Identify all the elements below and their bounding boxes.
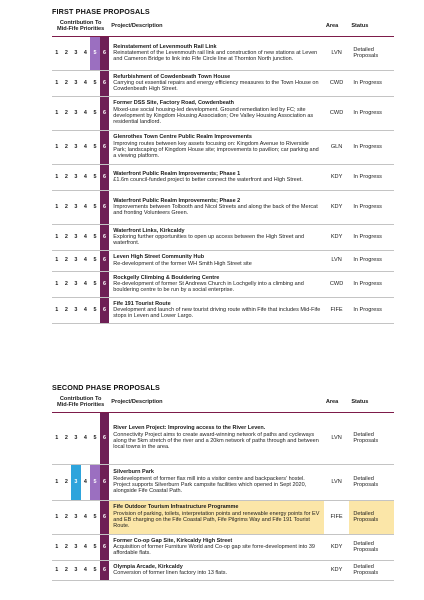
project-description: [109, 534, 324, 560]
priority-cell-3: 3: [71, 190, 81, 224]
status-cell: Detailed Proposals: [349, 36, 394, 70]
area-cell: LVN: [324, 250, 349, 271]
priority-cell-3: 3: [71, 464, 81, 500]
priority-cell-6: 6: [100, 96, 110, 130]
priority-cell-2: 2: [62, 464, 72, 500]
project-description: [109, 412, 324, 464]
project-header: Project/Description: [109, 393, 324, 412]
priority-cell-2: 2: [62, 36, 72, 70]
status-cell: In Progress: [349, 70, 394, 96]
area-cell: KDY: [324, 190, 349, 224]
priority-cell-6: 6: [100, 190, 110, 224]
project-description: [109, 560, 324, 580]
table-row: [52, 250, 394, 271]
priority-cell-1: 1: [52, 36, 62, 70]
project-description: [109, 36, 324, 70]
priority-cell-5: 5: [90, 500, 100, 534]
table-row: [52, 271, 394, 297]
priority-cell-1: 1: [52, 297, 62, 323]
area-header: Area: [324, 17, 349, 36]
project-text: Re-development of the former WH Smith High Street site: [113, 260, 252, 267]
priority-cell-2: 2: [62, 297, 72, 323]
project-title: Waterfront Public Realm Improvements; Phase 2: [113, 197, 241, 204]
table-row: [52, 412, 394, 464]
project-description: [109, 224, 324, 250]
priority-cell-6: 6: [100, 464, 110, 500]
project-title: Olympia Arcade, Kirkcaldy: [113, 563, 183, 570]
priority-cell-3: 3: [71, 164, 81, 190]
priority-cell-6: 6: [100, 500, 110, 534]
status-cell: Detailed Proposals: [349, 534, 394, 560]
area-cell: LVN: [324, 464, 349, 500]
project-description: [109, 130, 324, 164]
contribution-header: Contribution To Mid-Fife Priorities: [52, 393, 109, 412]
priority-cell-2: 2: [62, 560, 72, 580]
priority-cell-2: 2: [62, 130, 72, 164]
priority-cell-5: 5: [90, 96, 100, 130]
area-cell: LVN: [324, 36, 349, 70]
project-title: Waterfront Public Realm Improvements; Phase 1: [113, 170, 241, 177]
priority-cell-1: 1: [52, 500, 62, 534]
table-row: [52, 534, 394, 560]
priority-cell-5: 5: [90, 412, 100, 464]
project-description: [109, 250, 324, 271]
project-text: Reinstatement of the Levenmouth rail link and construction of new stations at Leven and Cameron Bridge to link into Fife Circle line at Thornton North junction.: [113, 49, 318, 63]
first-phase-table: [52, 17, 394, 324]
priority-cell-1: 1: [52, 464, 62, 500]
priority-cell-4: 4: [81, 36, 91, 70]
area-cell: KDY: [324, 560, 349, 580]
priority-cell-1: 1: [52, 96, 62, 130]
priority-cell-1: 1: [52, 534, 62, 560]
project-text: Improvements between Tolbooth and Nicol Streets and along the back of the Mercat and fronting Volunteers Green.: [113, 203, 318, 217]
status-cell: In Progress: [349, 164, 394, 190]
project-text: Provision of parking, toilets, interpretation points and renewable energy points for EV and EB charging on the Fife Coastal Path, Fife Pilgrims Way and Fife 191 Tourist Route.: [113, 510, 320, 530]
project-title: Former Co-op Gap Site, Kirkcaldy High Street: [113, 537, 233, 544]
project-text: £1.6m council-funded project to better connect the waterfront and High Street.: [113, 177, 303, 183]
priority-cell-3: 3: [71, 250, 81, 271]
priority-cell-2: 2: [62, 500, 72, 534]
priority-cell-2: 2: [62, 96, 72, 130]
area-cell: KDY: [324, 224, 349, 250]
status-cell: In Progress: [349, 224, 394, 250]
second-phase-title: SECOND PHASE PROPOSALS: [52, 383, 160, 392]
priority-cell-6: 6: [100, 164, 110, 190]
table-row: [52, 70, 394, 96]
priority-cell-1: 1: [52, 190, 62, 224]
status-cell: In Progress: [349, 96, 394, 130]
priority-cell-2: 2: [62, 224, 72, 250]
area-cell: CWD: [324, 70, 349, 96]
priority-cell-2: 2: [62, 412, 72, 464]
priority-cell-5: 5: [90, 464, 100, 500]
project-text: Improving routes between key assets focusing on: Kingdom Avenue to Riverside Park; landscaping of Kingdom House site; improvements to pavilion; car parking and a viewing platform.: [113, 140, 319, 160]
table-row: [52, 36, 394, 70]
project-description: [109, 500, 324, 534]
project-text: Redevelopment of former flax mill into a visitor centre and backpackers' hostel. Project supports Silverburn Park campsite facilities which opened in Sept 2020, alongside Fife Coastal Path.: [113, 475, 307, 495]
status-cell: In Progress: [349, 271, 394, 297]
priority-cell-4: 4: [81, 297, 91, 323]
priority-cell-3: 3: [71, 36, 81, 70]
table-row: [52, 500, 394, 534]
priority-cell-4: 4: [81, 70, 91, 96]
priority-cell-1: 1: [52, 271, 62, 297]
project-description: [109, 70, 324, 96]
priority-cell-3: 3: [71, 297, 81, 323]
priority-cell-2: 2: [62, 271, 72, 297]
priority-cell-6: 6: [100, 130, 110, 164]
priority-cell-5: 5: [90, 164, 100, 190]
table-row: [52, 464, 394, 500]
priority-cell-3: 3: [71, 224, 81, 250]
project-text: Development and launch of new tourist driving route within Fife that includes Mid-Fife stops in Leven and Lower Largo.: [113, 306, 321, 320]
priority-cell-6: 6: [100, 534, 110, 560]
status-cell: In Progress: [349, 130, 394, 164]
project-text: Conversion of former linen factory into 13 flats.: [113, 570, 228, 576]
priority-cell-5: 5: [90, 534, 100, 560]
table-row: [52, 560, 394, 580]
area-header: Area: [324, 393, 349, 412]
priority-cell-5: 5: [90, 560, 100, 580]
status-header: Status: [349, 393, 394, 412]
project-title: Leven High Street Community Hub: [113, 254, 205, 261]
priority-cell-4: 4: [81, 464, 91, 500]
table-row: [52, 224, 394, 250]
priority-cell-5: 5: [90, 36, 100, 70]
priority-cell-6: 6: [100, 297, 110, 323]
project-title: River Leven Project: Improving access to the River Leven.: [113, 425, 266, 432]
priority-cell-1: 1: [52, 560, 62, 580]
area-cell: LVN: [324, 412, 349, 464]
status-cell: In Progress: [349, 297, 394, 323]
priority-cell-5: 5: [90, 250, 100, 271]
priority-cell-3: 3: [71, 271, 81, 297]
priority-cell-1: 1: [52, 164, 62, 190]
priority-cell-5: 5: [90, 224, 100, 250]
priority-cell-4: 4: [81, 534, 91, 560]
priority-cell-5: 5: [90, 190, 100, 224]
table-row: [52, 190, 394, 224]
priority-cell-5: 5: [90, 130, 100, 164]
priority-cell-4: 4: [81, 271, 91, 297]
priority-cell-4: 4: [81, 164, 91, 190]
priority-cell-4: 4: [81, 190, 91, 224]
priority-cell-4: 4: [81, 412, 91, 464]
area-cell: CWD: [324, 96, 349, 130]
status-header: Status: [349, 17, 394, 36]
status-cell: Detailed Proposals: [349, 464, 394, 500]
priority-cell-1: 1: [52, 130, 62, 164]
project-description: [109, 96, 324, 130]
first-phase-title: FIRST PHASE PROPOSALS: [52, 7, 150, 16]
project-description: [109, 464, 324, 500]
priority-cell-6: 6: [100, 70, 110, 96]
project-text: Carrying out essential repairs and energy efficiency measures to the Town House on Cowdenbeath High Street.: [113, 79, 319, 93]
priority-cell-3: 3: [71, 96, 81, 130]
project-title: Rockgelly Climbing & Bouldering Centre: [113, 274, 220, 281]
area-cell: FIFE: [324, 297, 349, 323]
project-title: Former DSS Site, Factory Road, Cowdenbeath: [113, 100, 235, 107]
priority-cell-4: 4: [81, 96, 91, 130]
priority-cell-4: 4: [81, 130, 91, 164]
priority-cell-2: 2: [62, 190, 72, 224]
priority-cell-6: 6: [100, 224, 110, 250]
priority-cell-1: 1: [52, 70, 62, 96]
priority-cell-2: 2: [62, 164, 72, 190]
area-cell: KDY: [324, 534, 349, 560]
second-phase-table: [52, 393, 394, 581]
project-title: Fife Outdoor Tourism Infrastructure Programme: [113, 504, 239, 511]
priority-cell-4: 4: [81, 500, 91, 534]
project-description: [109, 190, 324, 224]
project-description: [109, 164, 324, 190]
priority-cell-2: 2: [62, 250, 72, 271]
priority-cell-3: 3: [71, 500, 81, 534]
project-text: Re-development of former St Andrews Church in Lochgelly into a climbing and bouldering centre to be run by a social enterprise.: [113, 280, 304, 294]
contribution-header: Contribution To Mid-Fife Priorities: [52, 17, 109, 36]
priority-cell-5: 5: [90, 271, 100, 297]
priority-cell-4: 4: [81, 560, 91, 580]
table-row: [52, 130, 394, 164]
project-title: Silverburn Park: [113, 469, 154, 476]
area-cell: FIFE: [324, 500, 349, 534]
project-text: Connectivity Project aims to create award-winning network of paths and cycleways along the 5km stretch of the river and a 20km network of paths through and between local towns in the area.: [113, 431, 319, 451]
priority-cell-6: 6: [100, 412, 110, 464]
area-cell: KDY: [324, 164, 349, 190]
status-cell: In Progress: [349, 190, 394, 224]
priority-cell-5: 5: [90, 297, 100, 323]
table-row: [52, 164, 394, 190]
priority-cell-3: 3: [71, 560, 81, 580]
priority-cell-1: 1: [52, 224, 62, 250]
priority-cell-3: 3: [71, 534, 81, 560]
priority-cell-4: 4: [81, 224, 91, 250]
table-row: [52, 96, 394, 130]
priority-cell-1: 1: [52, 412, 62, 464]
project-title: Fife 191 Tourist Route: [113, 300, 171, 307]
priority-cell-3: 3: [71, 412, 81, 464]
project-title: Refurbishment of Cowdenbeath Town House: [113, 73, 231, 80]
priority-cell-6: 6: [100, 271, 110, 297]
project-description: [109, 297, 324, 323]
priority-cell-2: 2: [62, 70, 72, 96]
status-cell: Detailed Proposals: [349, 500, 394, 534]
project-title: Glenrothes Town Centre Public Realm Improvements: [113, 134, 252, 141]
priority-cell-5: 5: [90, 70, 100, 96]
priority-cell-3: 3: [71, 130, 81, 164]
priority-cell-6: 6: [100, 36, 110, 70]
priority-cell-2: 2: [62, 534, 72, 560]
priority-cell-4: 4: [81, 250, 91, 271]
priority-cell-3: 3: [71, 70, 81, 96]
project-header: Project/Description: [109, 17, 324, 36]
status-cell: Detailed Proposals: [349, 560, 394, 580]
status-cell: In Progress: [349, 250, 394, 271]
project-title: Reinstatement of Levenmouth Rail Link: [113, 43, 217, 50]
area-cell: GLN: [324, 130, 349, 164]
status-cell: Detailed Proposals: [349, 412, 394, 464]
project-text: Acquisition of former Furniture World and Co-op gap site forre-development into 39 affordable flats.: [113, 543, 315, 557]
table-row: [52, 297, 394, 323]
priority-cell-1: 1: [52, 250, 62, 271]
project-text: Exploring further opportunities to open up access between the High Street and waterfront.: [113, 233, 305, 247]
priority-cell-6: 6: [100, 560, 110, 580]
area-cell: CWD: [324, 271, 349, 297]
project-title: Waterfront Links, Kirkcaldy: [113, 227, 185, 234]
project-description: [109, 271, 324, 297]
project-text: Mixed-use social housing-led development. Ground remediation led by FC; site development by Kingdom Housing Association; Ore Valley Housing Association as residential landlord.: [113, 106, 314, 126]
priority-cell-6: 6: [100, 250, 110, 271]
